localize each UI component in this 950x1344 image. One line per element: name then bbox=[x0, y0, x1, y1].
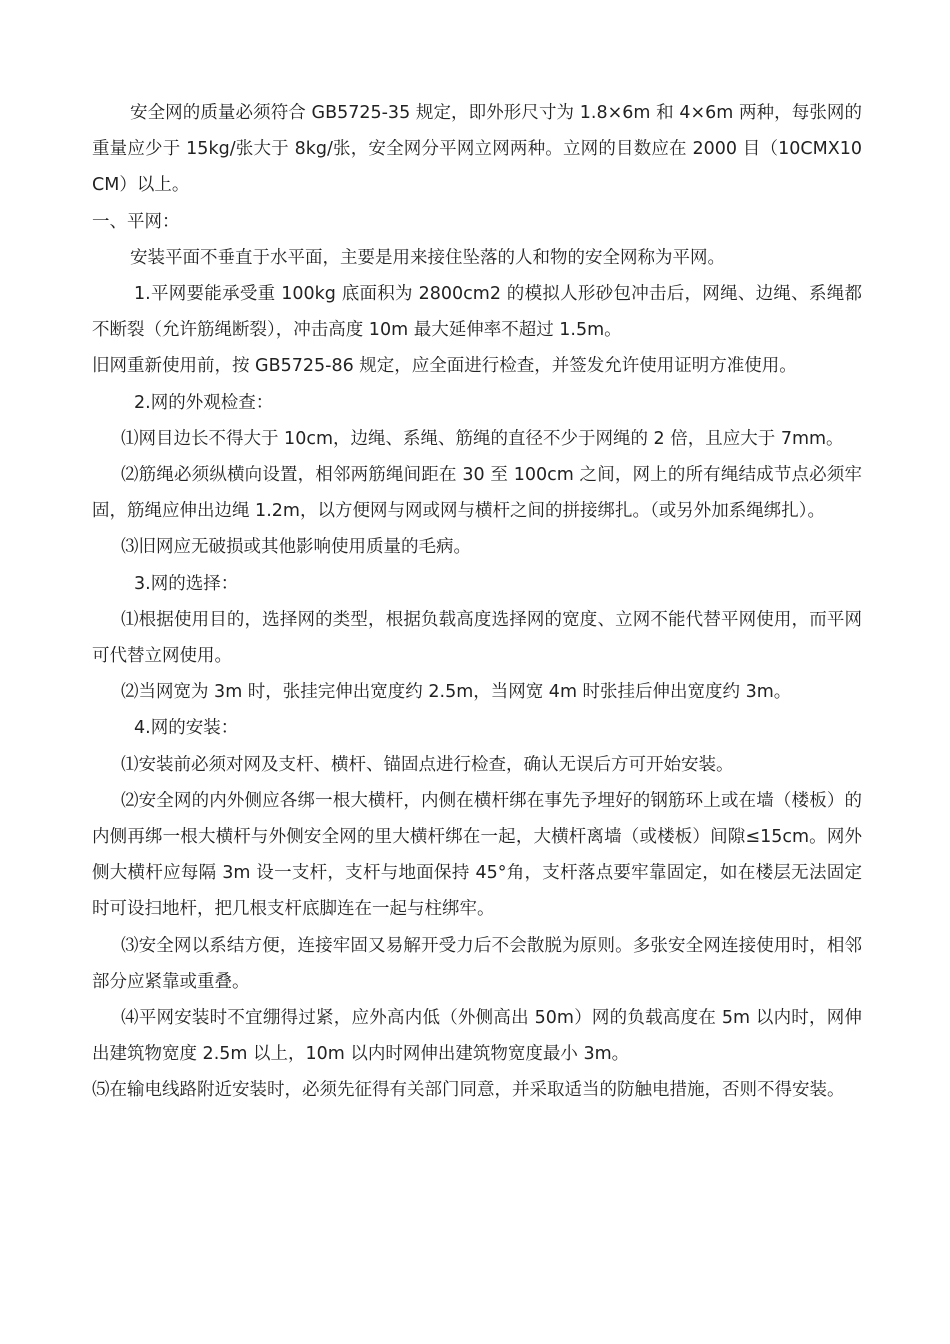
section-heading-flat-net: 一、平网： bbox=[92, 211, 180, 232]
item-4-2-crossbars: ⑵安全网的内外侧应各绑一根大横杆，内侧在横杆绑在事先予埋好的钢筋环上或在墙（楼板）的内侧再绑一根大横杆与外侧安全网的里大横杆绑在一起，大横杆离墙（或楼板）间隙≤15cm。网外侧大横杆应每隔 3m 设一支杆，支杆与地面保持 45°角，支杆落点要牢靠固定，如在楼层无法固定时可设扫地杆，把几根支杆底脚连在一起与柱绑牢。 bbox=[92, 790, 862, 920]
item-4-5-power-lines: ⑸在输电线路附近安装时，必须先征得有关部门同意，并采取适当的防触电措施，否则不得安装。 bbox=[92, 1080, 845, 1101]
item-3-1-selection: ⑴根据使用目的，选择网的类型，根据负载高度选择网的宽度、立网不能代替平网使用，而平网可代替立网使用。 bbox=[92, 609, 862, 667]
item-2-2-rib-rope: ⑵筋绳必须纵横向设置，相邻两筋绳间距在 30 至 100cm 之间，网上的所有绳结成节点必须牢固，筋绳应伸出边绳 1.2m，以方便网与网或网与横杆之间的拼接绑扎。（或另外加系绳绑扎）。 bbox=[92, 465, 862, 522]
document-body bbox=[92, 95, 862, 1109]
item-4-4-tension: ⑷平网安装时不宜绷得过紧，应外高内低（外侧高出 50m）网的负载高度在 5m 以内时，网伸出建筑物宽度 2.5m 以上，10m 以内时网伸出建筑物宽度最小 3m。 bbox=[92, 1008, 862, 1065]
item-4-3-connection: ⑶安全网以系结方便，连接牢固又易解开受力后不会散脱为原则。多张安全网连接使用时，相邻部分应紧靠或重叠。 bbox=[92, 935, 862, 992]
item-2-3-old-net: ⑶旧网应无破损或其他影响使用质量的毛病。 bbox=[121, 537, 471, 558]
item-2-heading: 2.网的外观检查： bbox=[134, 392, 274, 413]
item-4-1-pre-check: ⑴安装前必须对网及支杆、横杆、锚固点进行检查，确认无误后方可开始安装。 bbox=[121, 754, 734, 775]
item-2-1-mesh-size: ⑴网目边长不得大于 10cm，边绳、系绳、筋绳的直径不少于网绳的 2 倍，且应大于 7mm。 bbox=[121, 428, 844, 449]
item-3-heading: 3.网的选择： bbox=[134, 573, 239, 594]
item-1-load-test: 1.平网要能承受重 100kg 底面积为 2800cm2 的模拟人形砂包冲击后，网绳、边绳、系绳都不断裂（允许筋绳断裂），冲击高度 10m 最大延伸率不超过 1.5m。 bbox=[92, 284, 862, 341]
item-4-heading: 4.网的安装： bbox=[134, 718, 239, 739]
intro-paragraph: 安全网的质量必须符合 GB5725-35 规定，即外形尺寸为 1.8×6m 和 4×6m 两种，每张网的重量应少于 15kg/张大于 8kg/张，安全网分平网立网两种。立网的目数应在 2000 目（10CMX10CM）以上。 bbox=[92, 103, 862, 196]
reuse-inspection-note: 旧网重新使用前，按 GB5725-86 规定，应全面进行检查，并签发允许使用证明方准使用。 bbox=[92, 356, 797, 377]
flat-net-definition: 安装平面不垂直于水平面，主要是用来接住坠落的人和物的安全网称为平网。 bbox=[130, 247, 725, 268]
item-3-2-width: ⑵当网宽为 3m 时，张挂完伸出宽度约 2.5m，当网宽 4m 时张挂后伸出宽度约 3m。 bbox=[121, 682, 792, 703]
